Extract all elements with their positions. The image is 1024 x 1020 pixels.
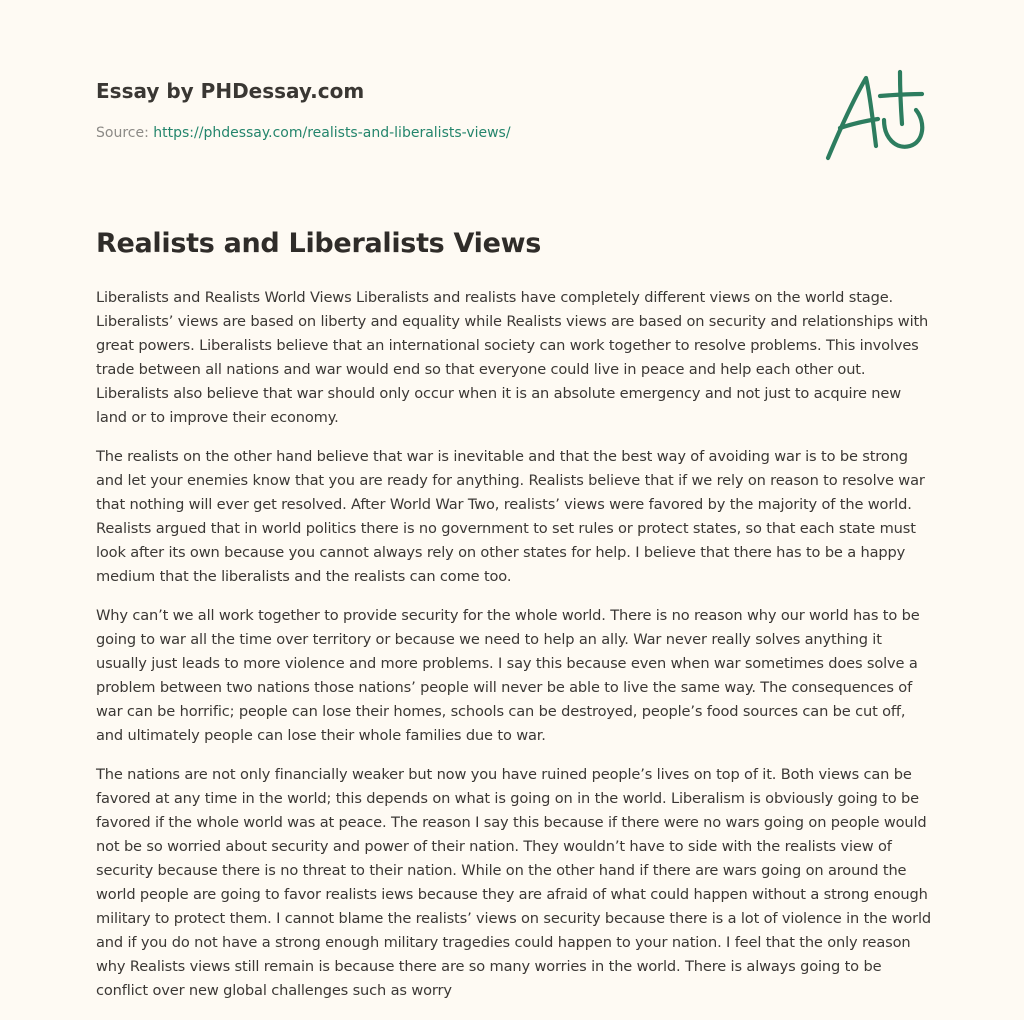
essay-paragraph: The realists on the other hand believe that war is inevitable and that the best way of avoiding war is to be strong and let your enemies know that you are ready for anything. Realists believe that if we rely on reason to resolve war that nothing will ever get resolved. After World War Two, realists’ views were favored by the majority of the world. Realists argued that in world politics there is no government to set rules or protect states, so that each state must look after its own because you cannot always rely on other states for help. I believe that there has to be a happy medium that the liberalists and the realists can come too. [96, 448, 925, 585]
essay-title: Realists and Liberalists Views [96, 228, 542, 259]
essay-paragraph: Liberalists and Realists World Views Liberalists and realists have completely different views on the world stage. Liberalists’ views are based on liberty and equality while Realists views are based on security and relationships with great powers. Liberalists believe that an international society can work together to resolve problems. This involves trade between all nations and war would end so that everyone could live in peace and help each other out. Liberalists also believe that war should only occur when it is an absolute emergency and not just to acquire new land or to improve their economy. [96, 289, 929, 426]
source-link[interactable]: https://phdessay.com/realists-and-liberalists-views/ [153, 125, 511, 141]
site-title: Essay by PHDessay.com [96, 79, 365, 103]
essay-paragraph: The nations are not only financially weaker but now you have ruined people’s lives on top of it. Both views can be favored at any time in the world; this depends on what is going on in the world. Liberalism is obviously going to be favored if the whole world was at peace. The reason I say this because if there were no wars going on people would not be so worried about security and power of their nation. They wouldn’t have to side with the realists view of security because there is no threat to their nation. While on the other hand if there are wars going on around the world people are going to favor realists iews because they are afraid of what could happen without a strong enough military to protect them. I cannot blame the realists’ views on security because there is a lot of violence in the world and if you do not have a strong enough military tragedies could happen to your nation. I feel that the only reason why Realists views still remain is because there are so many worries in the world. There is always going to be conflict over new global challenges such as worry [96, 766, 931, 999]
a-plus-icon [818, 64, 932, 168]
source-line [96, 124, 796, 142]
source-label: Source: [96, 125, 149, 141]
essay-paragraph: Why can’t we all work together to provide security for the whole world. There is no reason why our world has to be going to war all the time over territory or because we need to help an ally. War never really solves anything it usually just leads to more violence and more problems. I say this because even when war sometimes does solve a problem between two nations those nations’ people will never be able to live the same way. The consequences of war can be horrific; people can lose their homes, schools can be destroyed, people’s food sources can be cut off, and ultimately people can lose their whole families due to war. [96, 607, 920, 744]
essay-header [96, 78, 796, 142]
essay-body [96, 286, 932, 1018]
